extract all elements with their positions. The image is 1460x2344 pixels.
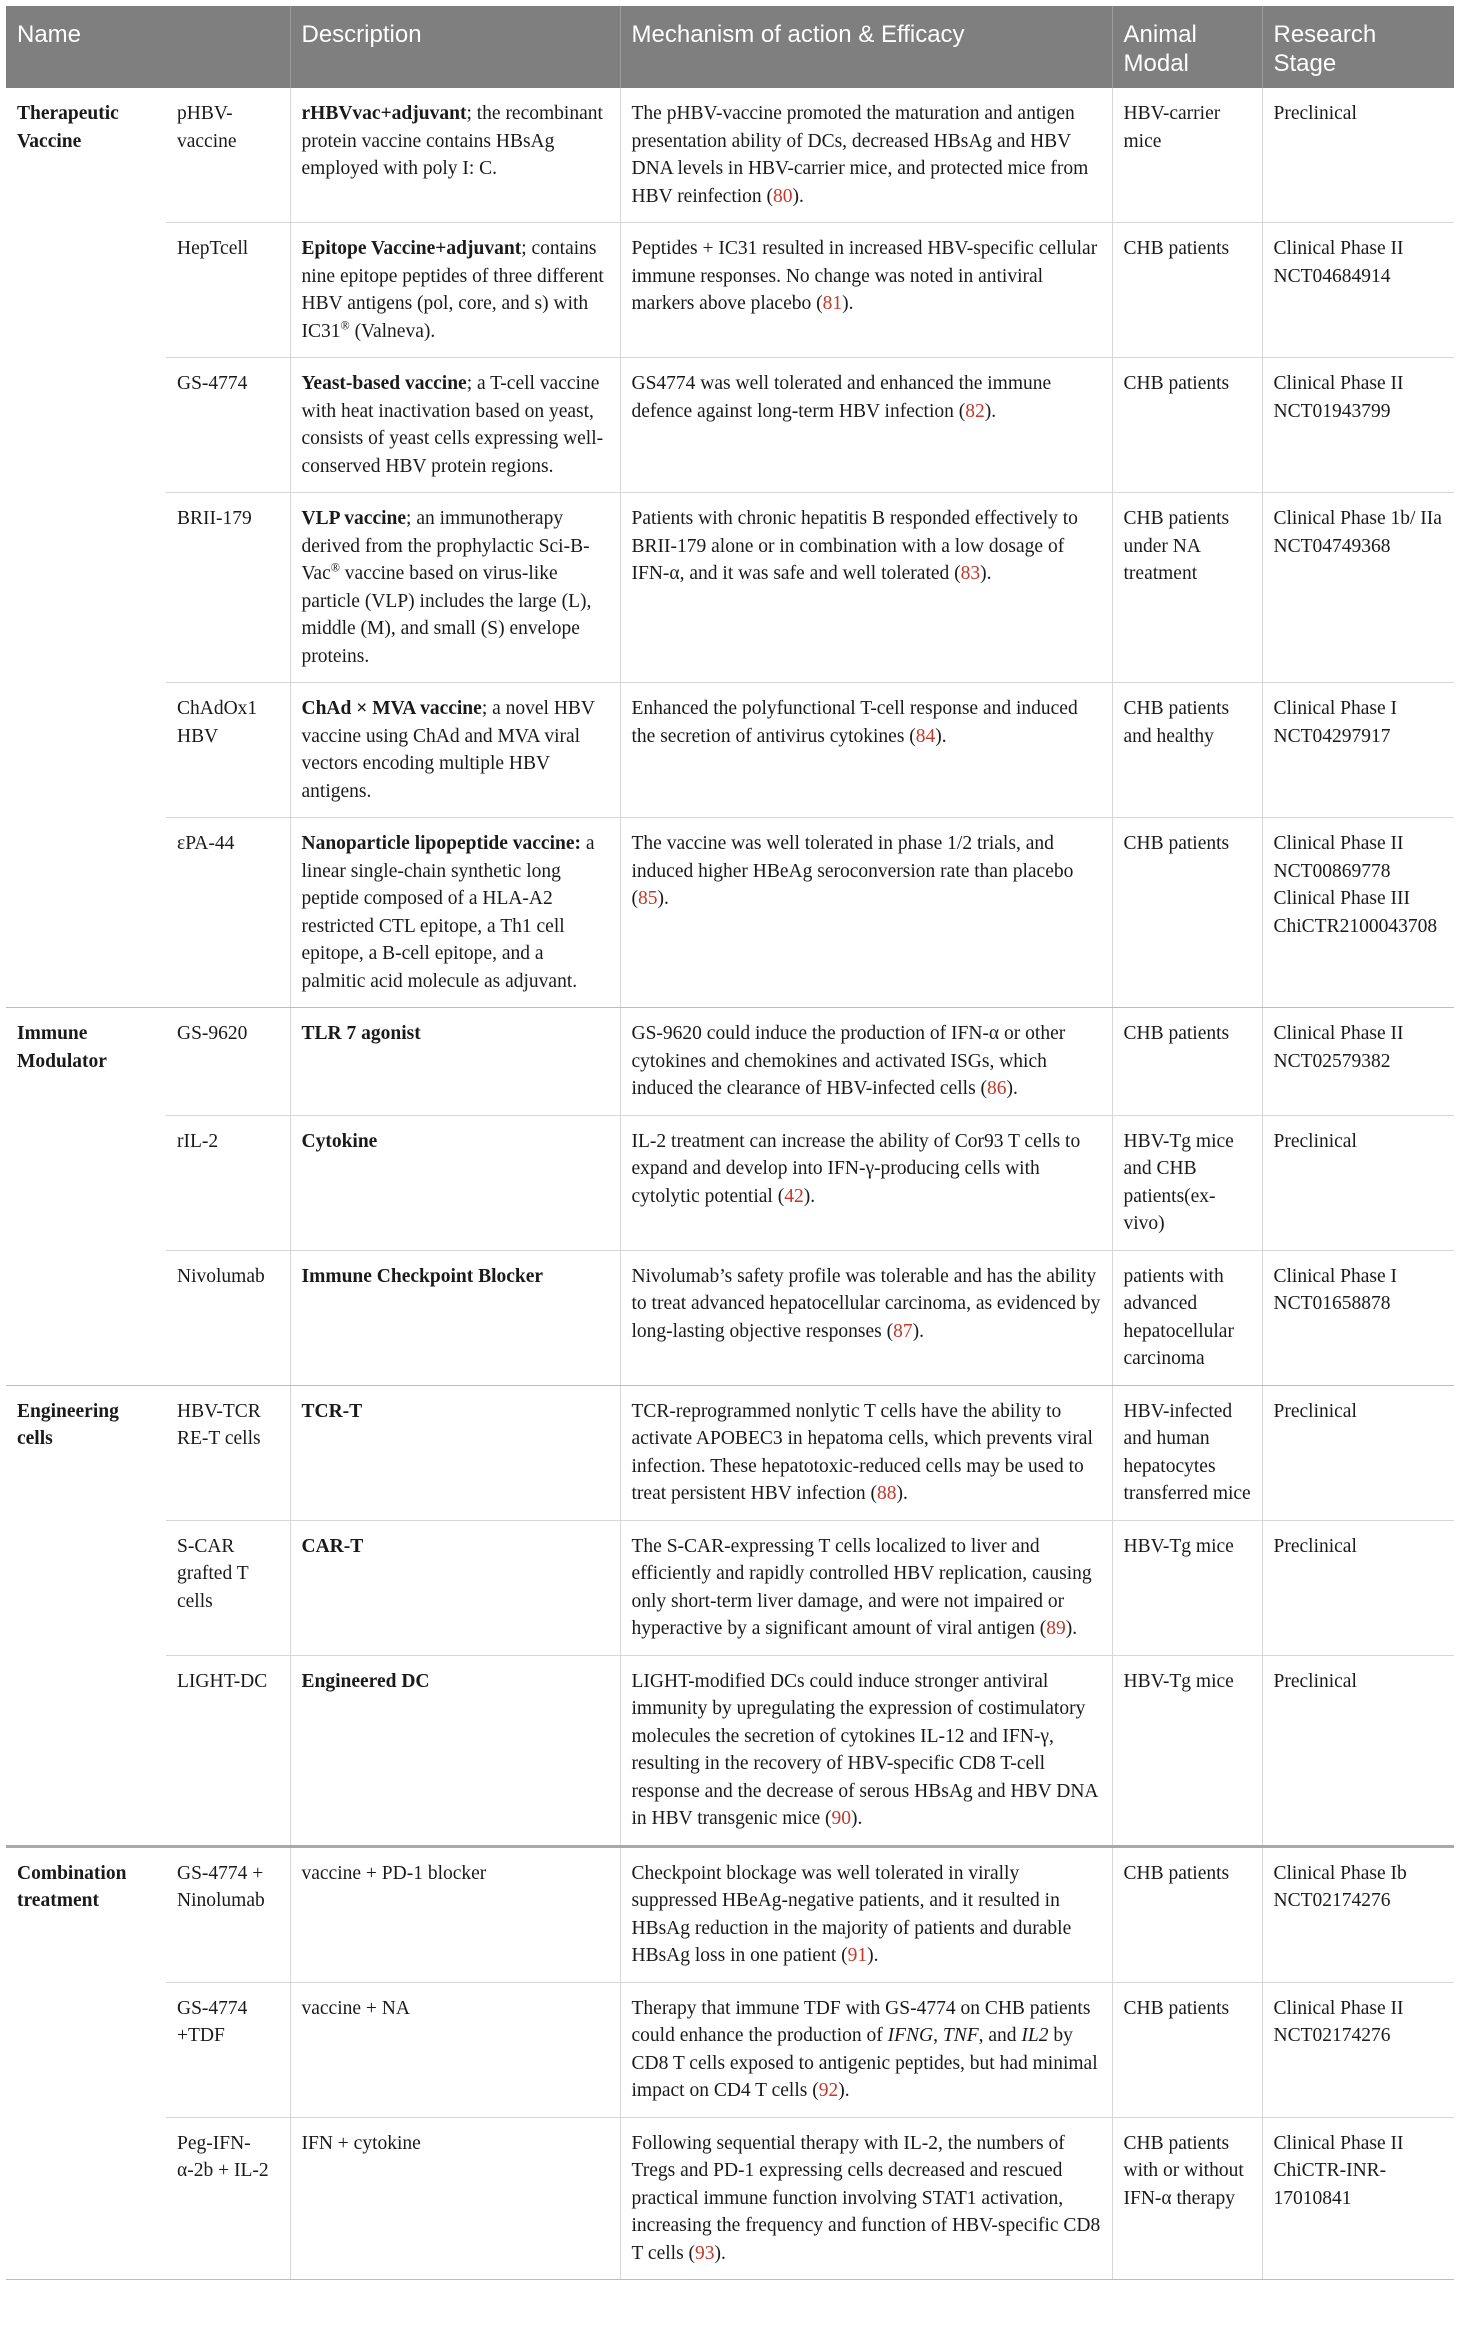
description-text: a linear single-chain synthetic long peptide composed of a HLA-A2 restricted CTL epitope, a Th1 cell epitope, a B-cell epitope, and a palmitic acid molecule as adjuvant. xyxy=(301,833,595,992)
description-type: Yeast-based vaccine xyxy=(301,373,467,394)
research-stage-text: Preclinical xyxy=(1273,1670,1357,1692)
header-mechanism: Mechanism of action & Efficacy xyxy=(620,6,1112,88)
header-animal-model: Animal Modal xyxy=(1112,6,1262,88)
research-stage-text: Preclinical xyxy=(1273,1130,1357,1152)
gene-name: TNF xyxy=(942,2025,979,2046)
mechanism-cell: Following sequential therapy with IL-2, the numbers of Tregs and PD-1 expressing cells decreased and rescued practical immune function involving STAT1 activation, increasing the frequency and function of HBV-specific CD8 T cells (93). xyxy=(620,2117,1112,2280)
mechanism-cell: Nivolumab’s safety profile was tolerable and has the ability to treat advanced hepatocellular carcinoma, as evidenced by long-lasting objective responses (87). xyxy=(620,1250,1112,1385)
name-cell xyxy=(166,1008,290,1116)
mechanism-cell: LIGHT-modified DCs could induce stronger antiviral immunity by upregulating the expression of costimulatory molecules the secretion of cytokines IL-12 and IFN-γ, resulting in the recovery of HBV-specific CD8 T-cell response and the decrease of serous HBsAg and HBV DNA in HBV transgenic mice (90). xyxy=(620,1655,1112,1846)
name-cell xyxy=(166,223,290,358)
description-text: ; contains nine epitope peptides of three different HBV antigens (pol, core, and s) with IC31 xyxy=(301,238,604,342)
citation-link[interactable]: 91 xyxy=(847,1945,868,1966)
citation-link[interactable]: 92 xyxy=(818,2080,839,2101)
therapy-table xyxy=(6,6,1454,2280)
animal-model-cell xyxy=(1112,1115,1262,1250)
animal-model-cell xyxy=(1112,1250,1262,1385)
mechanism-cell: The vaccine was well tolerated in phase 1/2 trials, and induced higher HBeAg seroconversion rate than placebo (85). xyxy=(620,818,1112,1008)
mechanism-text: LIGHT-modified DCs could induce stronger antiviral immunity by upregulating the expression of costimulatory molecules the secretion of cytokines IL-12 and IFN-γ, resulting in the recovery of HBV-specific CD8 T-cell response and the decrease of serous HBsAg and HBV DNA in HBV transgenic mice ( xyxy=(631,1670,1098,1829)
description-cell xyxy=(290,88,620,223)
mechanism-cell: Enhanced the polyfunctional T-cell response and induced the secretion of antivirus cytokines (84). xyxy=(620,683,1112,818)
research-stage-cell xyxy=(1262,493,1454,683)
mechanism-cell: GS4774 was well tolerated and enhanced the immune defence against long-term HBV infection (82). xyxy=(620,358,1112,493)
mechanism-text: GS-9620 could induce the production of IFN-α or other cytokines and chemokines and activated ISGs, which induced the clearance of HBV-infected cells ( xyxy=(631,1023,1066,1099)
mechanism-text: IL-2 treatment can increase the ability of Cor93 T cells to expand and develop into IFN-γ-producing cells with cytolytic potential ( xyxy=(631,1130,1081,1207)
description-type: ChAd × MVA vaccine xyxy=(301,698,482,719)
research-stage-text: Clinical Phase I NCT01658878 xyxy=(1273,1265,1397,1314)
citation-link[interactable]: 86 xyxy=(987,1078,1007,1099)
name-cell xyxy=(166,88,290,223)
description-cell xyxy=(290,1520,620,1655)
name-cell xyxy=(166,1385,290,1520)
name-cell xyxy=(166,818,290,1008)
table-body xyxy=(6,88,1454,2280)
animal-model-cell xyxy=(1112,358,1262,493)
registered-mark: ® xyxy=(340,318,350,332)
table-row xyxy=(6,1008,1454,1116)
therapy-name: rIL-2 xyxy=(177,1130,219,1152)
therapy-name: pHBV-vaccine xyxy=(177,103,237,152)
table-row xyxy=(6,1115,1454,1250)
citation-link[interactable]: 81 xyxy=(822,293,843,314)
category-label: Combination treatment xyxy=(17,1862,127,1911)
category-label: Therapeutic Vaccine xyxy=(17,103,119,152)
description-type: Immune Checkpoint Blocker xyxy=(301,1265,544,1287)
animal-model-text: CHB patients xyxy=(1123,1997,1230,2019)
therapy-name: HepTcell xyxy=(177,238,249,259)
research-stage-text: Clinical Phase II NCT02579382 xyxy=(1273,1023,1404,1072)
name-cell xyxy=(166,1115,290,1250)
animal-model-cell xyxy=(1112,2117,1262,2280)
description-text-tail: vaccine based on virus-like particle (VLP) includes the large (L), middle (M), and small (S) envelope proteins. xyxy=(301,563,592,667)
header-research-stage: Research Stage xyxy=(1262,6,1454,88)
description-text: ; an immunotherapy derived from the prophylactic Sci-B-Vac xyxy=(301,508,590,584)
citation-link[interactable]: 82 xyxy=(965,400,985,422)
mechanism-cell: GS-9620 could induce the production of IFN-α or other cytokines and chemokines and activated ISGs, which induced the clearance of HBV-infected cells (86). xyxy=(620,1008,1112,1116)
description-cell xyxy=(290,818,620,1008)
animal-model-text: CHB patients xyxy=(1123,373,1230,394)
mechanism-cell: Patients with chronic hepatitis B responded effectively to BRII-179 alone or in combination with a low dosage of IFN-α, and it was safe and well tolerated (83). xyxy=(620,493,1112,683)
description-cell xyxy=(290,1982,620,2117)
research-stage-text: Preclinical xyxy=(1273,1400,1357,1422)
table-row xyxy=(6,683,1454,818)
research-stage-text: Clinical Phase II ChiCTR-INR-17010841 xyxy=(1273,2132,1404,2209)
animal-model-text: HBV-carrier mice xyxy=(1123,103,1221,152)
table-row xyxy=(6,1250,1454,1385)
description-cell xyxy=(290,1846,620,1982)
therapy-name: GS-4774 + Ninolumab xyxy=(177,1862,265,1911)
therapy-name: εPA-44 xyxy=(177,833,235,854)
category-cell xyxy=(6,1385,166,1846)
mechanism-text: The S-CAR-expressing T cells localized to liver and efficiently and rapidly controlled HBV replication, causing only short-term liver damage, and were not impaired or hyperactive by a significant amount of viral antigen ( xyxy=(631,1535,1092,1639)
description-text: ; a novel HBV vaccine using ChAd and MVA viral vectors encoding multiple HBV antigens. xyxy=(301,698,595,802)
gene-name: IL2 xyxy=(1021,2025,1049,2046)
category-cell xyxy=(6,1846,166,2280)
mechanism-text: Enhanced the polyfunctional T-cell response and induced the secretion of antivirus cytokines ( xyxy=(631,698,1078,747)
research-stage-cell xyxy=(1262,1385,1454,1520)
mechanism-cell: Therapy that immune TDF with GS-4774 on CHB patients could enhance the production of IFNG, TNF, and IL2 by CD8 T cells exposed to antigenic peptides, but had minimal impact on CD4 T cells (92). xyxy=(620,1982,1112,2117)
therapy-name: GS-4774 xyxy=(177,373,248,394)
description-type: Engineered DC xyxy=(301,1670,430,1692)
animal-model-cell xyxy=(1112,493,1262,683)
research-stage-cell xyxy=(1262,1982,1454,2117)
research-stage-text: Clinical Phase II NCT00869778 Clinical Phase III ChiCTR2100043708 xyxy=(1273,833,1438,937)
mechanism-text: Nivolumab’s safety profile was tolerable and has the ability to treat advanced hepatocellular carcinoma, as evidenced by long-lasting objective responses ( xyxy=(631,1265,1101,1342)
description-type: TCR-T xyxy=(301,1400,363,1422)
description-cell xyxy=(290,358,620,493)
mechanism-text: The vaccine was well tolerated in phase 1/2 trials, and induced higher HBeAg seroconversion rate than placebo ( xyxy=(631,833,1074,909)
research-stage-cell xyxy=(1262,88,1454,223)
therapy-name: HBV-TCR RE-T cells xyxy=(177,1400,261,1449)
citation-link[interactable]: 42 xyxy=(784,1185,804,1207)
mechanism-cell: Checkpoint blockage was well tolerated in virally suppressed HBeAg-negative patients, and it resulted in HBsAg reduction in the majority of patients and durable HBsAg loss in one patient (91). xyxy=(620,1846,1112,1982)
mechanism-cell: The pHBV-vaccine promoted the maturation and antigen presentation ability of DCs, decreased HBsAg and HBV DNA levels in HBV-carrier mice, and protected mice from HBV reinfection (80). xyxy=(620,88,1112,223)
description-cell xyxy=(290,683,620,818)
name-cell xyxy=(166,1982,290,2117)
mechanism-cell: IL-2 treatment can increase the ability of Cor93 T cells to expand and develop into IFN-γ-producing cells with cytolytic potential (42). xyxy=(620,1115,1112,1250)
research-stage-cell xyxy=(1262,1008,1454,1116)
description-cell xyxy=(290,1008,620,1116)
animal-model-text: CHB patients with or without IFN-α therapy xyxy=(1123,2132,1244,2209)
description-type: CAR-T xyxy=(301,1535,364,1557)
name-cell xyxy=(166,358,290,493)
description-cell xyxy=(290,1115,620,1250)
research-stage-text: Clinical Phase II NCT01943799 xyxy=(1273,373,1404,422)
therapy-name: S-CAR grafted T cells xyxy=(177,1535,249,1612)
citation-link[interactable]: 88 xyxy=(877,1483,897,1504)
animal-model-text: HBV-Tg mice xyxy=(1123,1535,1234,1557)
description-type: Epitope Vaccine+adjuvant xyxy=(301,238,522,259)
research-stage-text: Clinical Phase I NCT04297917 xyxy=(1273,698,1397,747)
mechanism-text: TCR-reprogrammed nonlytic T cells have the ability to activate APOBEC3 in hepatoma cells, which prevents viral infection. These hepatotoxic-reduced cells may be used to treat persistent HBV infection ( xyxy=(631,1400,1093,1504)
therapy-name: Peg-IFN-α-2b + IL-2 xyxy=(177,2132,269,2181)
animal-model-text: CHB patients xyxy=(1123,1023,1230,1044)
therapy-name: LIGHT-DC xyxy=(177,1670,268,1692)
name-cell xyxy=(166,683,290,818)
description-text: IFN + cytokine xyxy=(301,2132,421,2154)
description-type: rHBVvac+adjuvant xyxy=(301,103,467,124)
mechanism-cell: The S-CAR-expressing T cells localized to liver and efficiently and rapidly controlled HBV replication, causing only short-term liver damage, and were not impaired or hyperactive by a significant amount of viral antigen (89). xyxy=(620,1520,1112,1655)
mechanism-text: Therapy that immune TDF with GS-4774 on CHB patients could enhance the production of xyxy=(631,1997,1091,2046)
mechanism-text: Patients with chronic hepatitis B responded effectively to BRII-179 alone or in combination with a low dosage of IFN-α, and it was safe and well tolerated ( xyxy=(631,508,1078,584)
citation-link[interactable]: 85 xyxy=(638,888,658,909)
citation-link[interactable]: 84 xyxy=(915,725,936,747)
mechanism-text-2: by CD8 T cells exposed to antigenic peptides, but had minimal impact on CD4 T cells ( xyxy=(631,2025,1098,2101)
therapy-name: GS-9620 xyxy=(177,1023,248,1044)
research-stage-text: Clinical Phase II NCT02174276 xyxy=(1273,1997,1404,2046)
mechanism-text: Checkpoint blockage was well tolerated in virally suppressed HBeAg-negative patients, and it resulted in HBsAg reduction in the majority of patients and durable HBsAg loss in one patient ( xyxy=(631,1862,1072,1966)
animal-model-cell xyxy=(1112,1982,1262,2117)
research-stage-cell xyxy=(1262,818,1454,1008)
description-text: ; the recombinant protein vaccine contains HBsAg employed with poly I: C. xyxy=(301,103,603,179)
table-row xyxy=(6,493,1454,683)
citation-link[interactable]: 90 xyxy=(831,1808,852,1829)
research-stage-text: Clinical Phase II NCT04684914 xyxy=(1273,238,1404,287)
table-row xyxy=(6,1982,1454,2117)
research-stage-cell xyxy=(1262,358,1454,493)
mechanism-cell: Peptides + IC31 resulted in increased HBV-specific cellular immune responses. No change was noted in antiviral markers above placebo (81). xyxy=(620,223,1112,358)
animal-model-cell xyxy=(1112,1655,1262,1846)
research-stage-text: Clinical Phase 1b/ IIa NCT04749368 xyxy=(1273,508,1442,557)
table-row xyxy=(6,818,1454,1008)
gene-name: IFNG xyxy=(887,2025,934,2046)
research-stage-text: Preclinical xyxy=(1273,103,1357,124)
animal-model-cell xyxy=(1112,818,1262,1008)
header-description: Description xyxy=(290,6,620,88)
table-row xyxy=(6,1655,1454,1846)
mechanism-text: Following sequential therapy with IL-2, the numbers of Tregs and PD-1 expressing cells decreased and rescued practical immune function involving STAT1 activation, increasing the frequency and function of HBV-specific CD8 T cells ( xyxy=(631,2132,1101,2264)
description-text: vaccine + PD-1 blocker xyxy=(301,1862,487,1884)
animal-model-text: patients with advanced hepatocellular carcinoma xyxy=(1123,1265,1234,1369)
name-cell xyxy=(166,1655,290,1846)
research-stage-cell xyxy=(1262,1520,1454,1655)
mechanism-text: The pHBV-vaccine promoted the maturation and antigen presentation ability of DCs, decreased HBsAg and HBV DNA levels in HBV-carrier mice, and protected mice from HBV reinfection ( xyxy=(631,103,1089,207)
animal-model-text: HBV-Tg mice xyxy=(1123,1670,1234,1692)
description-cell xyxy=(290,2117,620,2280)
description-cell xyxy=(290,1250,620,1385)
description-type: TLR 7 agonist xyxy=(301,1023,421,1044)
animal-model-text: CHB patients and healthy xyxy=(1123,698,1230,747)
table-row xyxy=(6,1520,1454,1655)
table-row xyxy=(6,2117,1454,2280)
name-cell xyxy=(166,1520,290,1655)
research-stage-cell xyxy=(1262,1115,1454,1250)
name-cell xyxy=(166,1250,290,1385)
description-text-tail: (Valneva). xyxy=(349,320,436,342)
research-stage-cell xyxy=(1262,2117,1454,2280)
animal-model-cell xyxy=(1112,1520,1262,1655)
table-row xyxy=(6,223,1454,358)
therapy-name: ChAdOx1 HBV xyxy=(177,698,258,747)
animal-model-cell xyxy=(1112,1008,1262,1116)
animal-model-cell xyxy=(1112,1846,1262,1982)
mechanism-cell: TCR-reprogrammed nonlytic T cells have the ability to activate APOBEC3 in hepatoma cells, which prevents viral infection. These hepatotoxic-reduced cells may be used to treat persistent HBV infection (88). xyxy=(620,1385,1112,1520)
description-text: vaccine + NA xyxy=(301,1997,410,2019)
description-cell xyxy=(290,493,620,683)
category-cell xyxy=(6,88,166,1008)
table-row xyxy=(6,358,1454,493)
animal-model-text: HBV-Tg mice and CHB patients(ex-vivo) xyxy=(1123,1130,1234,1234)
research-stage-cell xyxy=(1262,683,1454,818)
citation-link[interactable]: 80 xyxy=(773,185,793,207)
description-type: Nanoparticle lipopeptide vaccine: xyxy=(301,833,581,854)
citation-link[interactable]: 87 xyxy=(893,1320,913,1342)
citation-link[interactable]: 83 xyxy=(960,563,981,584)
registered-mark: ® xyxy=(330,560,340,575)
animal-model-text: CHB patients xyxy=(1123,1862,1230,1884)
animal-model-text: CHB patients xyxy=(1123,238,1230,259)
name-cell xyxy=(166,493,290,683)
research-stage-text: Clinical Phase Ib NCT02174276 xyxy=(1273,1862,1407,1911)
research-stage-text: Preclinical xyxy=(1273,1535,1357,1557)
description-type: VLP vaccine xyxy=(301,508,407,529)
research-stage-cell xyxy=(1262,1250,1454,1385)
header-row xyxy=(6,6,1454,88)
header-name: Name xyxy=(6,6,290,88)
description-cell xyxy=(290,1385,620,1520)
description-cell xyxy=(290,1655,620,1846)
category-label: Immune Modulator xyxy=(17,1023,107,1072)
research-stage-cell xyxy=(1262,1655,1454,1846)
animal-model-cell xyxy=(1112,1385,1262,1520)
therapy-name: GS-4774 +TDF xyxy=(177,1997,248,2046)
table-row xyxy=(6,1385,1454,1520)
animal-model-cell xyxy=(1112,683,1262,818)
category-label: Engineering cells xyxy=(17,1400,119,1449)
therapy-name: Nivolumab xyxy=(177,1265,265,1287)
name-cell xyxy=(166,1846,290,1982)
citation-link[interactable]: 93 xyxy=(695,2242,715,2264)
therapy-name: BRII-179 xyxy=(177,508,252,529)
mechanism-text: Peptides + IC31 resulted in increased HBV-specific cellular immune responses. No change was noted in antiviral markers above placebo ( xyxy=(631,238,1098,314)
animal-model-text: HBV-infected and human hepatocytes transferred mice xyxy=(1123,1400,1251,1504)
description-cell xyxy=(290,223,620,358)
table-row xyxy=(6,1846,1454,1982)
animal-model-cell xyxy=(1112,88,1262,223)
research-stage-cell xyxy=(1262,1846,1454,1982)
animal-model-text: CHB patients xyxy=(1123,833,1230,854)
research-stage-cell xyxy=(1262,223,1454,358)
table-row xyxy=(6,88,1454,223)
category-cell xyxy=(6,1008,166,1386)
mechanism-text: GS4774 was well tolerated and enhanced the immune defence against long-term HBV infection ( xyxy=(631,373,1052,422)
name-cell xyxy=(166,2117,290,2280)
animal-model-cell xyxy=(1112,223,1262,358)
description-type: Cytokine xyxy=(301,1130,378,1152)
animal-model-text: CHB patients under NA treatment xyxy=(1123,508,1230,584)
citation-link[interactable]: 89 xyxy=(1046,1618,1066,1639)
description-text: ; a T-cell vaccine with heat inactivation based on yeast, consists of yeast cells expressing well-conserved HBV protein regions. xyxy=(301,373,604,477)
